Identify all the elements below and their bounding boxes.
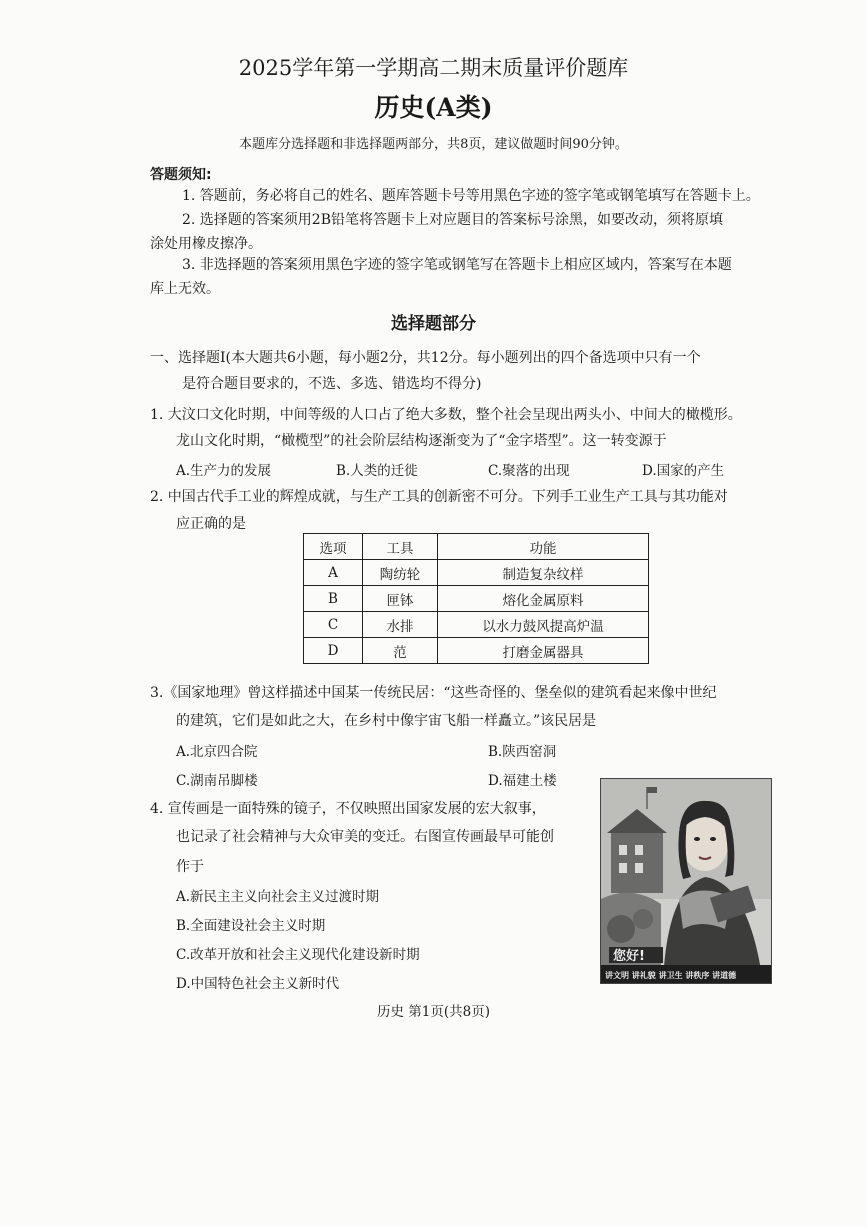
notice-line-5: 库上无效。 — [150, 281, 220, 297]
table-cell: 范 — [363, 638, 438, 664]
poster-slogan: 讲文明 讲礼貌 讲卫生 讲秩序 讲道德 — [605, 971, 737, 980]
q4-stem: 4. 宣传画是一面特殊的镜子，不仅映照出国家发展的宏大叙事， — [150, 801, 546, 817]
q3-option-d: D.福建土楼 — [488, 773, 557, 789]
q4-option-d: D.中国特色社会主义新时代 — [176, 976, 340, 992]
tools-table — [303, 533, 649, 664]
table-header: 工具 — [363, 534, 438, 560]
table-cell: A — [304, 560, 363, 586]
q1-option-d: D.国家的产生 — [642, 463, 725, 479]
table-row — [304, 586, 649, 612]
table-row — [304, 638, 649, 664]
table-cell: 制造复杂纹样 — [438, 560, 649, 586]
q1-stem: 1. 大汶口文化时期，中间等级的人口占了绝大多数，整个社会呈现出两头小、中间大的橄榄形。 — [150, 407, 742, 423]
section-title: 选择题部分 — [391, 314, 476, 334]
q1-stem-cont: 龙山文化时期，“橄榄型”的社会阶层结构逐渐变为了“金字塔型”。这一转变源于 — [176, 433, 667, 449]
page-footer: 历史 第1页(共8页) — [376, 1004, 490, 1020]
table-header: 功能 — [438, 534, 649, 560]
q1-option-b: B.人类的迁徙 — [336, 463, 418, 479]
notice-line-1: 1. 答题前，务必将自己的姓名、题库答题卡号等用黑色字迹的签字笔或钢笔填写在答题卡上。 — [182, 188, 760, 204]
q3-stem-cont: 的建筑，它们是如此之大，在乡村中像宇宙飞船一样矗立。”该民居是 — [176, 713, 597, 729]
table-cell: 陶纺轮 — [363, 560, 438, 586]
notice-line-4: 3. 非选择题的答案须用黑色字迹的签字笔或钢笔写在答题卡上相应区域内，答案写在本题 — [182, 257, 732, 273]
table-header-row — [304, 534, 649, 560]
table-cell: 熔化金属原料 — [438, 586, 649, 612]
table-cell: B — [304, 586, 363, 612]
q3-option-b: B.陕西窑洞 — [488, 744, 557, 760]
exam-intro: 本题库分选择题和非选择题两部分，共8页，建议做题时间90分钟。 — [239, 137, 628, 152]
subject-title: 历史(A类) — [374, 93, 493, 122]
table-cell: 打磨金属器具 — [438, 638, 649, 664]
poster-illustration — [601, 779, 771, 983]
q4-option-a: A.新民主主义向社会主义过渡时期 — [176, 889, 380, 905]
table-row — [304, 560, 649, 586]
table-cell: 匣钵 — [363, 586, 438, 612]
part1-instructions-cont: 是符合题目要求的，不选、多选、错选均不得分) — [182, 376, 482, 392]
table-cell: D — [304, 638, 363, 664]
table-cell: C — [304, 612, 363, 638]
table-row — [304, 612, 649, 638]
table-header: 选项 — [304, 534, 363, 560]
propaganda-poster — [600, 778, 772, 984]
exam-title: 2025学年第一学期高二期末质量评价题库 — [238, 56, 629, 80]
q4-option-b: B.全面建设社会主义时期 — [176, 918, 326, 934]
q1-option-c: C.聚落的出现 — [488, 463, 570, 479]
q4-option-c: C.改革开放和社会主义现代化建设新时期 — [176, 947, 420, 963]
poster-greeting: 您好! — [613, 949, 645, 964]
table-cell: 以水力鼓风提高炉温 — [438, 612, 649, 638]
q3-option-c: C.湖南吊脚楼 — [176, 773, 258, 789]
q2-stem: 2. 中国古代手工业的辉煌成就，与生产工具的创新密不可分。下列手工业生产工具与其功能对 — [150, 489, 728, 505]
q3-stem: 3.《国家地理》曾这样描述中国某一传统民居：“这些奇怪的、堡垒似的建筑看起来像中世纪 — [150, 685, 717, 701]
q2-stem-cont: 应正确的是 — [176, 516, 246, 532]
notice-heading: 答题须知: — [150, 167, 212, 183]
notice-line-3: 涂处用橡皮擦净。 — [150, 236, 262, 252]
q3-option-a: A.北京四合院 — [176, 744, 258, 760]
q1-option-a: A.生产力的发展 — [176, 463, 272, 479]
q4-stem-cont-2: 作于 — [176, 859, 204, 875]
q4-stem-cont: 也记录了社会精神与大众审美的变迁。右图宣传画最早可能创 — [176, 829, 554, 845]
table-cell: 水排 — [363, 612, 438, 638]
notice-line-2: 2. 选择题的答案须用2B铅笔将答题卡上对应题目的答案标号涂黑，如要改动，须将原填 — [182, 212, 724, 228]
part1-instructions: 一、选择题Ⅰ(本大题共6小题，每小题2分，共12分。每小题列出的四个备选项中只有一个 — [150, 350, 701, 366]
